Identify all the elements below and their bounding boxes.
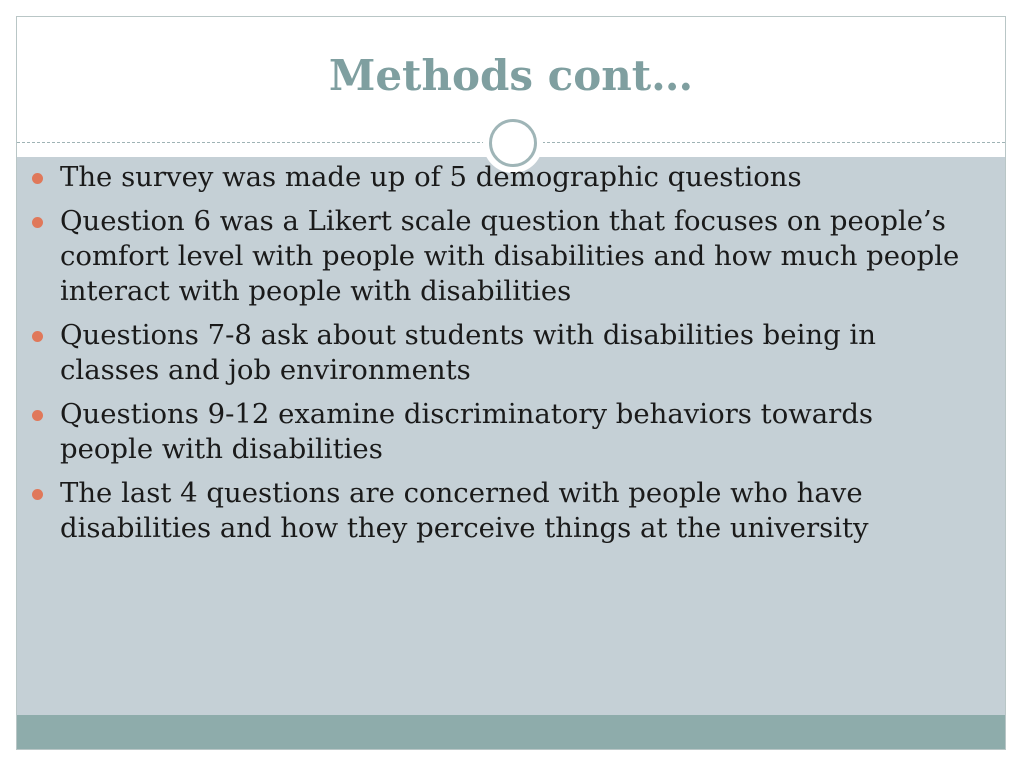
- bullet-dot-icon: [32, 410, 43, 421]
- bullet-dot-icon: [32, 331, 43, 342]
- bullet-item: [32, 318, 962, 388]
- bullet-text: Question 6 was a Likert scale question that focuses on people’s comfort level with people with disabilities and how much people interact with people with disabilities: [60, 205, 960, 307]
- bullet-item: [32, 204, 962, 309]
- bullet-text: The survey was made up of 5 demographic questions: [60, 161, 802, 193]
- footer-band: [17, 715, 1005, 749]
- bullet-text: The last 4 questions are concerned with people who have disabilities and how they perceive things at the university: [60, 477, 869, 544]
- bullet-text: Questions 7-8 ask about students with disabilities being in classes and job environments: [60, 319, 876, 386]
- bullet-item: [32, 160, 962, 195]
- bullet-dot-icon: [32, 173, 43, 184]
- bullet-text: Questions 9-12 examine discriminatory behaviors towards people with disabilities: [60, 398, 874, 465]
- bullet-list: [32, 160, 962, 555]
- slide-title: Methods cont…: [328, 51, 694, 100]
- bullet-dot-icon: [32, 489, 43, 500]
- bullet-item: [32, 476, 962, 546]
- bullet-dot-icon: [32, 217, 43, 228]
- bullet-item: [32, 397, 962, 467]
